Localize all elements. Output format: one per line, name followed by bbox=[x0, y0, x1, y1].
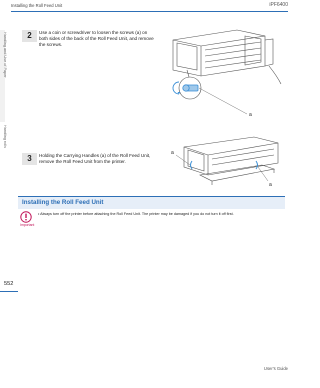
step-2-line: the screws. bbox=[39, 41, 63, 47]
step-2-line: Use a coin or screwdriver to loosen the screws (a) on bbox=[39, 30, 148, 35]
header-model: iPF6400 bbox=[269, 2, 288, 8]
side-tab-bottom: Handling rolls bbox=[3, 125, 7, 149]
section-heading bbox=[18, 196, 285, 209]
handle-label-left: a bbox=[171, 150, 174, 156]
handle-label-right: a bbox=[269, 182, 272, 187]
page-header bbox=[0, 0, 300, 14]
important-note bbox=[20, 211, 286, 229]
important-label: Important bbox=[20, 223, 35, 227]
step-number-3: 3 bbox=[22, 153, 37, 165]
roll-feed-unit-removal-illustration bbox=[170, 135, 285, 187]
header-title: Installing the Roll Feed Unit bbox=[11, 3, 63, 8]
step-2-line: both sides of the back of the Roll Feed Unit, and remove bbox=[39, 35, 154, 41]
section-title: Installing the Roll Feed Unit bbox=[22, 199, 104, 206]
header-rule bbox=[11, 11, 288, 12]
step-3-line: remove the Roll Feed Unit from the printer. bbox=[39, 158, 126, 164]
side-tabs bbox=[0, 30, 8, 155]
note-bullet-text: Always turn off the printer before attaching the Roll Feed Unit. The printer may be damaged if you do not turn it off first. bbox=[40, 212, 234, 216]
side-tab-top: Handling and Use of Paper bbox=[3, 32, 7, 78]
note-bullet: • Always turn off the printer before attaching the Roll Feed Unit. The printer may be damaged if you do not turn it off first. bbox=[38, 212, 234, 216]
screw-label: a bbox=[249, 112, 252, 118]
step-3-text bbox=[39, 153, 150, 165]
step-2-text bbox=[39, 30, 154, 47]
step-number-2: 2 bbox=[22, 30, 37, 42]
page-number-bar bbox=[0, 291, 18, 292]
important-icon bbox=[20, 211, 32, 223]
page-number: 552 bbox=[4, 281, 14, 287]
page-footer: User's Guide bbox=[263, 366, 288, 371]
step-3-line: Holding the Carrying Handles (a) of the Roll Feed Unit, bbox=[39, 153, 151, 158]
roll-feed-unit-screw-illustration bbox=[165, 26, 285, 121]
